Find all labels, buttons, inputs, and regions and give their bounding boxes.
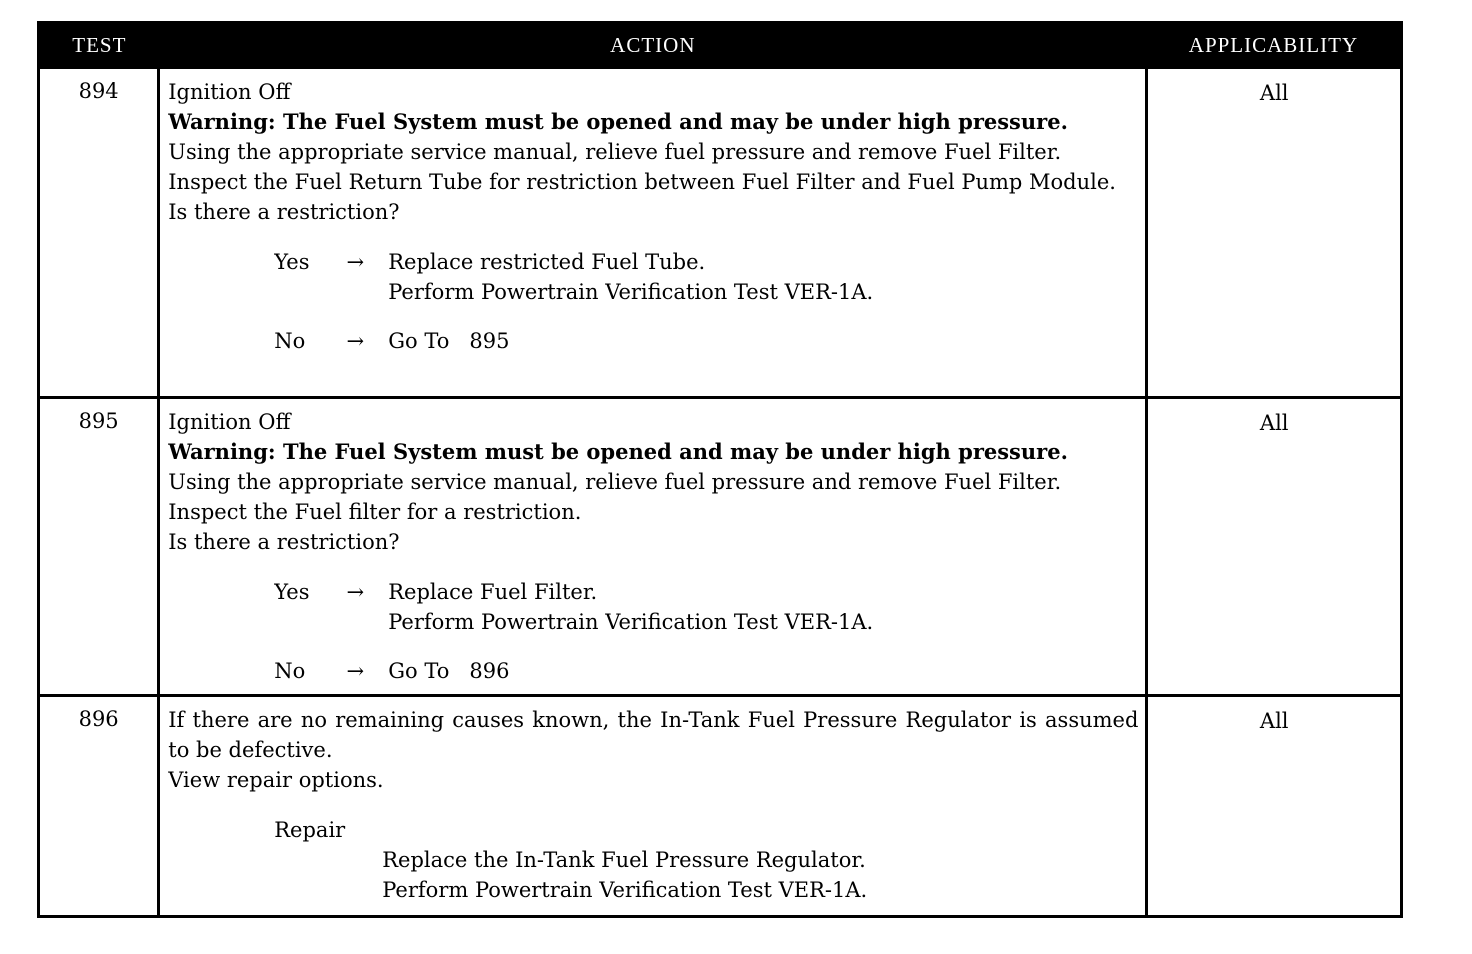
action-cell — [159, 68, 1147, 398]
test-number: 894 — [78, 79, 119, 103]
repair-action: Perform Powertrain Verification Test VER-1A. — [382, 878, 868, 902]
applicability-cell — [1147, 398, 1402, 696]
table-row — [39, 68, 1402, 398]
arrow-icon: → — [346, 250, 365, 274]
warning-text: Warning: The Fuel System must be opened and may be under high pressure. — [168, 439, 1068, 464]
header-applicability: APPLICABILITY — [1147, 23, 1402, 68]
choices — [168, 247, 1138, 356]
diagnostic-test-table — [37, 21, 1403, 918]
action-cell — [159, 398, 1147, 696]
action-step: Inspect the Fuel Return Tube for restriction between Fuel Filter and Fuel Pump Module. — [168, 170, 1116, 194]
repair-action: Replace the In-Tank Fuel Pressure Regulator. — [382, 848, 866, 872]
yes-choice — [274, 247, 1138, 307]
table-header-row — [39, 23, 1402, 68]
arrow-icon: → — [346, 329, 365, 353]
no-label: No — [274, 659, 306, 683]
no-choice — [274, 326, 1138, 356]
action-cell — [159, 696, 1147, 917]
no-action: Go To 895 — [388, 329, 510, 353]
table-row — [39, 398, 1402, 696]
no-action: Go To 896 — [388, 659, 510, 683]
repair-label: Repair — [274, 818, 346, 842]
test-number-cell — [39, 68, 159, 398]
action-step: Ignition Off — [168, 80, 291, 104]
yes-action: Perform Powertrain Verification Test VER-1A. — [388, 280, 874, 304]
action-step: Inspect the Fuel filter for a restriction. — [168, 500, 582, 524]
table-row — [39, 696, 1402, 917]
question-text: Is there a restriction? — [168, 530, 400, 554]
yes-label: Yes — [274, 580, 310, 604]
applicability-cell — [1147, 696, 1402, 917]
action-step: View repair options. — [168, 768, 384, 792]
yes-label: Yes — [274, 250, 310, 274]
applicability-cell — [1147, 68, 1402, 398]
applicability-value: All — [1259, 411, 1289, 435]
yes-action: Replace restricted Fuel Tube. — [388, 250, 706, 274]
yes-action: Perform Powertrain Verification Test VER-1A. — [388, 610, 874, 634]
action-step: Using the appropriate service manual, relieve fuel pressure and remove Fuel Filter. — [168, 140, 1062, 164]
test-number-cell — [39, 696, 159, 917]
action-step: If there are no remaining causes known, the In-Tank Fuel Pressure Regulator is assumed to be defective. — [168, 708, 1139, 762]
repair-options — [168, 815, 1138, 905]
choices — [168, 577, 1138, 686]
arrow-icon: → — [346, 659, 365, 683]
arrow-icon: → — [346, 580, 365, 604]
header-action: ACTION — [159, 23, 1147, 68]
applicability-value: All — [1259, 709, 1289, 733]
action-step: Using the appropriate service manual, relieve fuel pressure and remove Fuel Filter. — [168, 470, 1062, 494]
action-step: Ignition Off — [168, 410, 291, 434]
test-number-cell — [39, 398, 159, 696]
header-test: TEST — [39, 23, 159, 68]
no-choice — [274, 656, 1138, 686]
question-text: Is there a restriction? — [168, 200, 400, 224]
no-label: No — [274, 329, 306, 353]
yes-choice — [274, 577, 1138, 637]
applicability-value: All — [1259, 81, 1289, 105]
test-number: 895 — [78, 409, 119, 433]
test-number: 896 — [78, 707, 119, 731]
warning-text: Warning: The Fuel System must be opened and may be under high pressure. — [168, 109, 1068, 134]
yes-action: Replace Fuel Filter. — [388, 580, 598, 604]
